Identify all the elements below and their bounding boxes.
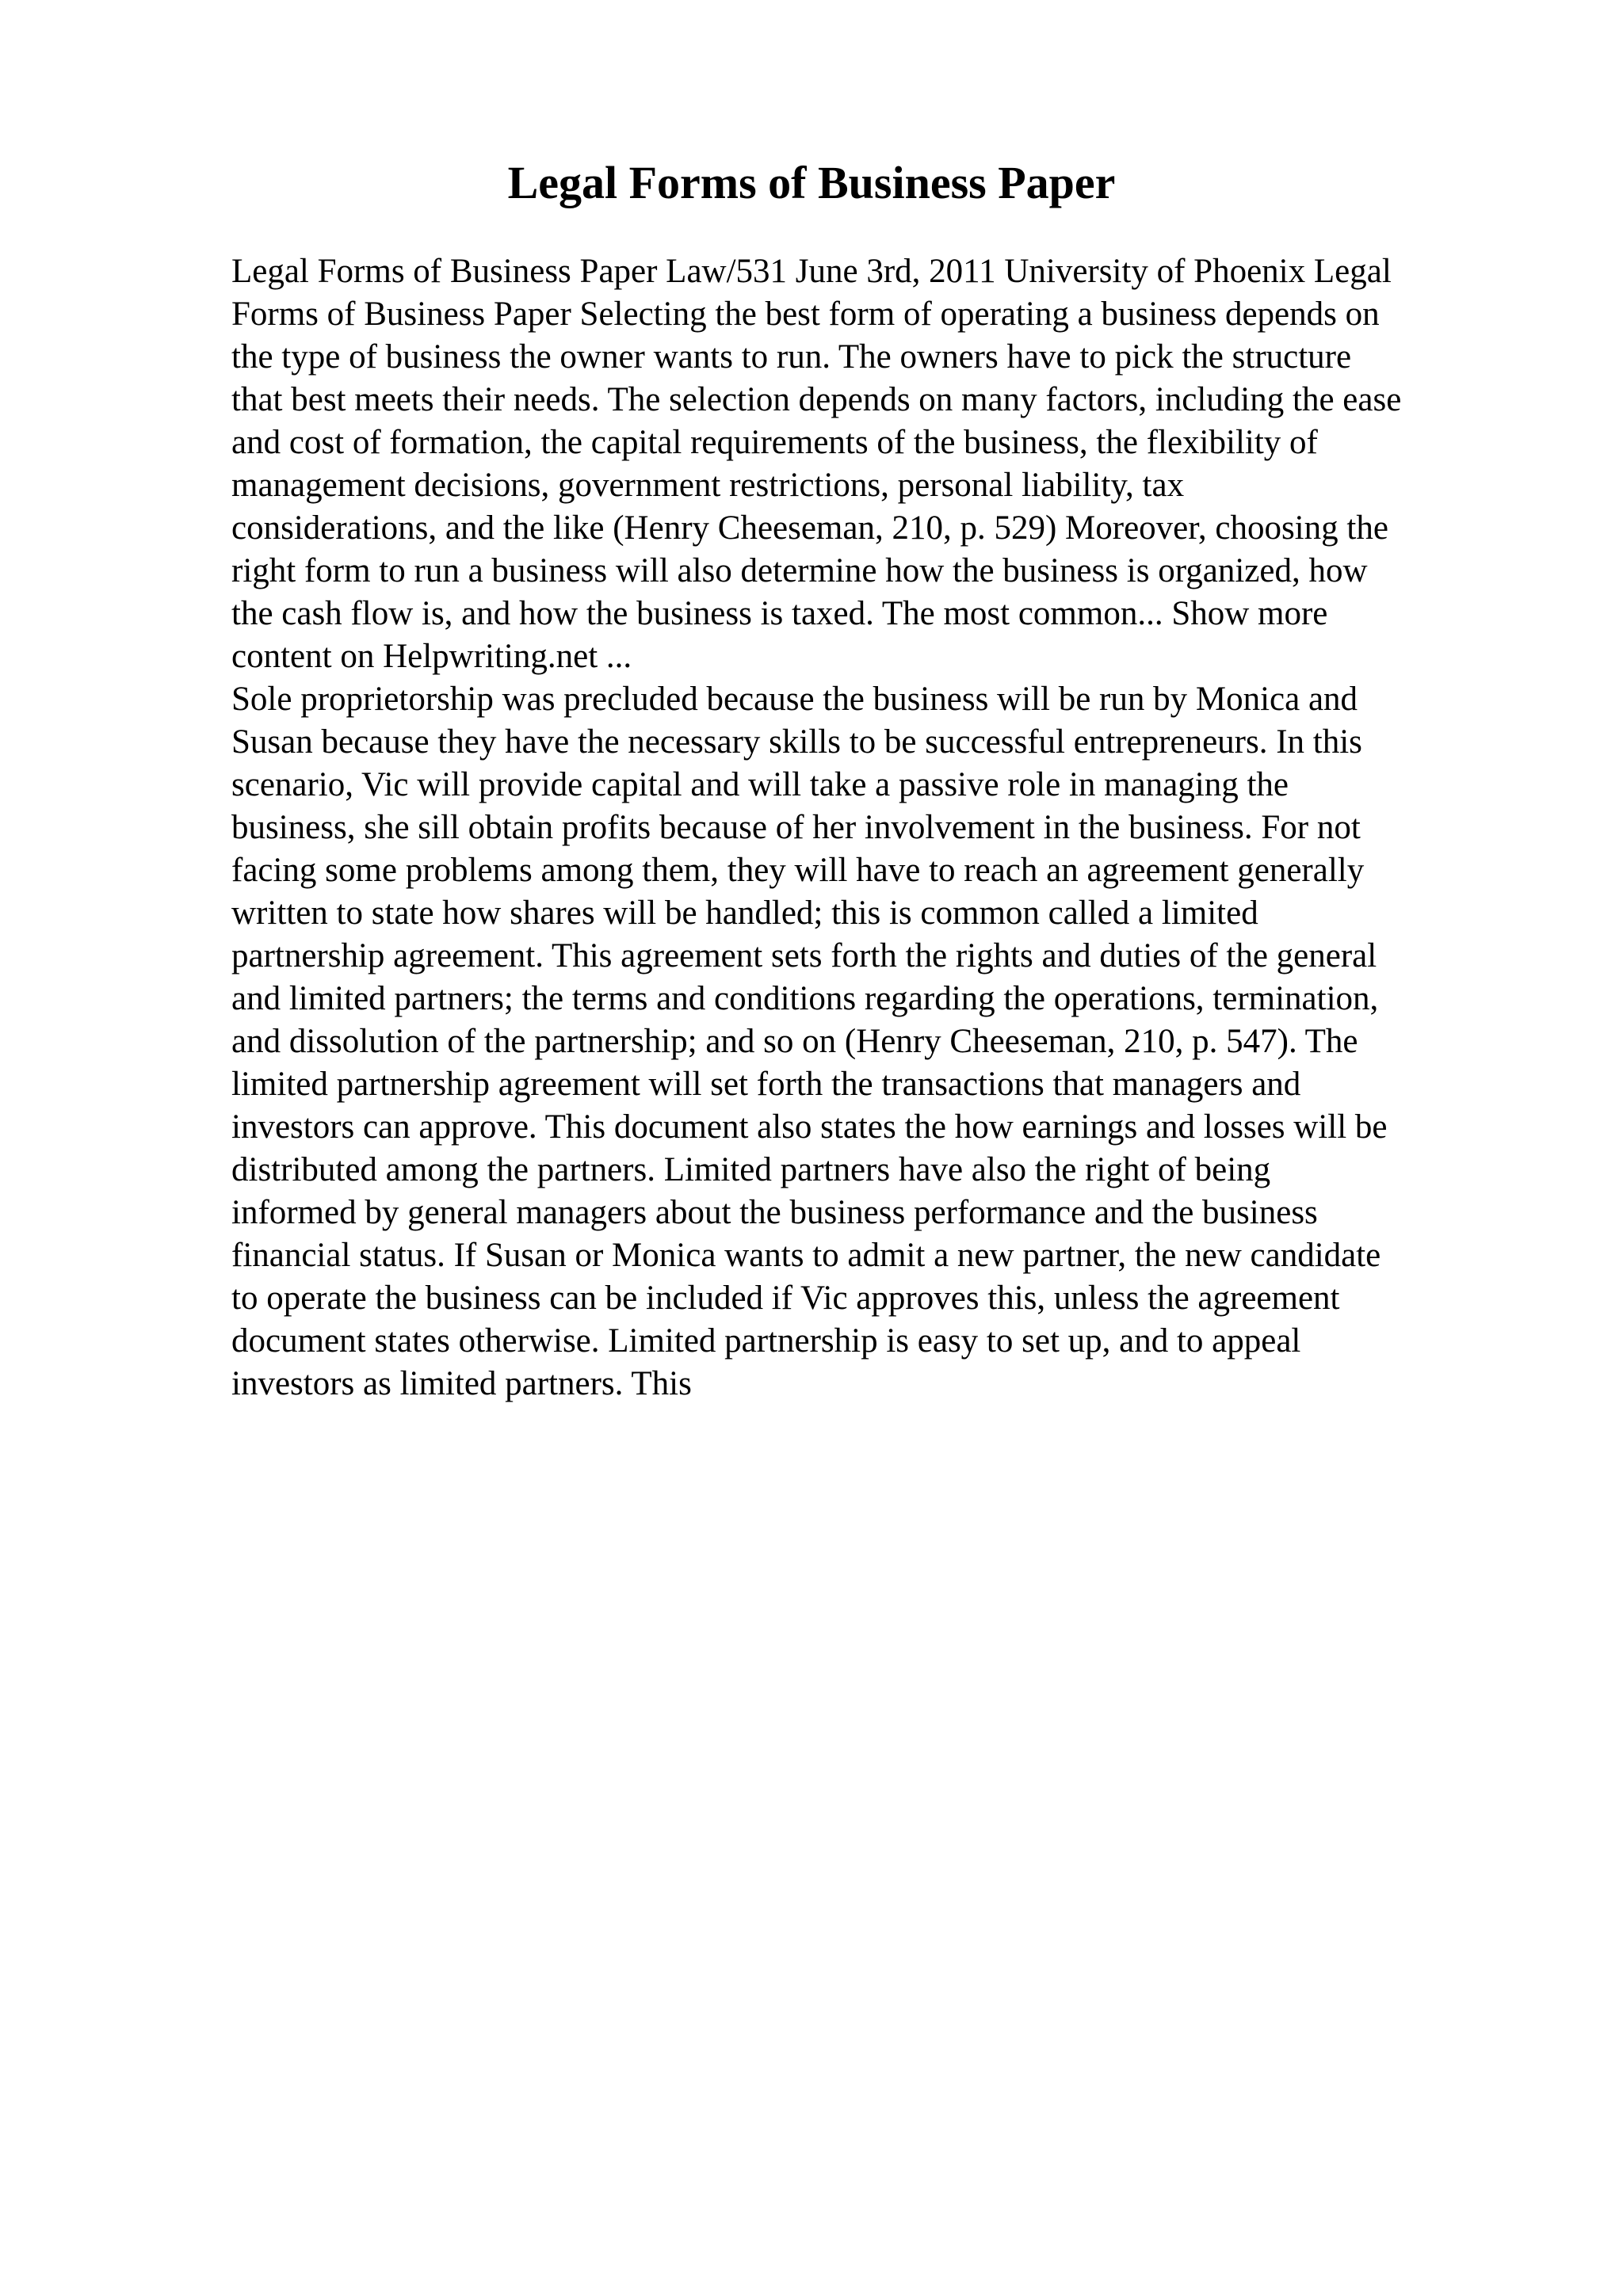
body-line: and dissolution of the partnership; and so on (Henry Cheeseman, 210, p. 547). The xyxy=(231,1023,1358,1060)
body-line: content on Helpwriting.net ... xyxy=(231,638,632,675)
body-line: right form to run a business will also determine how the business is organized, how xyxy=(231,552,1368,589)
body-line: financial status. If Susan or Monica wants to admit a new partner, the new candidate xyxy=(231,1237,1381,1274)
body-line: document states otherwise. Limited partnership is easy to set up, and to appeal xyxy=(231,1322,1301,1360)
body-line: the type of business the owner wants to run. The owners have to pick the structure xyxy=(231,338,1352,376)
body-line: that best meets their needs. The selection depends on many factors, including the ease xyxy=(231,381,1402,418)
body-line: Legal Forms of Business Paper Law/531 June 3rd, 2011 University of Phoenix Legal xyxy=(231,253,1392,290)
body-line: the cash flow is, and how the business is taxed. The most common... Show more xyxy=(231,595,1328,632)
body-line: limited partnership agreement will set forth the transactions that managers and xyxy=(231,1066,1301,1103)
body-line: partnership agreement. This agreement sets forth the rights and duties of the general xyxy=(231,937,1377,974)
body-line: Forms of Business Paper Selecting the best form of operating a business depends on xyxy=(231,296,1380,333)
body-line: scenario, Vic will provide capital and will take a passive role in managing the xyxy=(231,766,1289,803)
document-body xyxy=(231,250,1515,1405)
body-line: investors as limited partners. This xyxy=(231,1365,692,1402)
body-line: and cost of formation, the capital requirements of the business, the flexibility of xyxy=(231,424,1318,461)
body-line: considerations, and the like (Henry Cheeseman, 210, p. 529) Moreover, choosing the xyxy=(231,509,1388,547)
body-line: written to state how shares will be handled; this is common called a limited xyxy=(231,894,1258,932)
body-line: Sole proprietorship was precluded because the business will be run by Monica and xyxy=(231,681,1358,718)
document-title: Legal Forms of Business Paper xyxy=(507,157,1116,208)
body-line: to operate the business can be included if Vic approves this, unless the agreement xyxy=(231,1280,1340,1317)
body-line: investors can approve. This document also states the how earnings and losses will be xyxy=(231,1108,1388,1146)
body-line: and limited partners; the terms and conditions regarding the operations, termination, xyxy=(231,980,1379,1017)
body-line: management decisions, government restrictions, personal liability, tax xyxy=(231,467,1185,504)
body-line: informed by general managers about the business performance and the business xyxy=(231,1194,1318,1231)
body-line: Susan because they have the necessary skills to be successful entrepreneurs. In this xyxy=(231,723,1362,761)
body-line: business, she sill obtain profits because of her involvement in the business. For not xyxy=(231,809,1361,846)
body-line: distributed among the partners. Limited partners have also the right of being xyxy=(231,1151,1271,1188)
body-line: facing some problems among them, they will have to reach an agreement generally xyxy=(231,852,1365,889)
